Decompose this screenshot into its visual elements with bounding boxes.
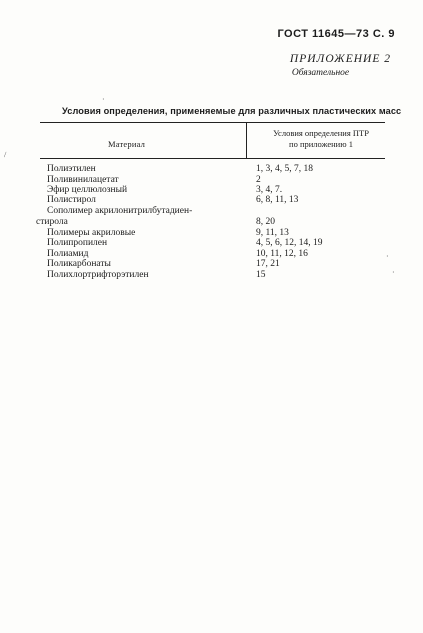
conditions-cell: 6, 8, 11, 13 <box>256 195 299 205</box>
material-cell: Поликарбонаты <box>47 259 111 269</box>
table-column-divider <box>246 122 247 158</box>
material-cell: Полиэтилен <box>47 164 96 174</box>
speck: · <box>392 268 395 277</box>
material-cell: Полистирол <box>47 195 96 205</box>
conditions-cell: 17, 21 <box>256 259 280 269</box>
table-header-rule <box>40 158 385 159</box>
column-header-conditions <box>262 128 380 150</box>
material-cell: Поливинилацетат <box>47 175 119 185</box>
appendix-block <box>290 53 391 78</box>
material-cell: Полипропилен <box>47 238 108 248</box>
material-cell: Сополимер акрилонитрилбутадиен- <box>47 206 193 216</box>
conditions-cell: 10, 11, 12, 16 <box>256 249 308 259</box>
material-cell: стирола <box>36 217 68 227</box>
appendix-status: Обязательное <box>291 68 350 78</box>
table-title: Условия определения, применяемые для различных пластических масс <box>62 106 402 116</box>
column-header-conditions-line2: по приложению 1 <box>289 139 353 149</box>
margin-mark: \ <box>1 150 9 159</box>
page-header: ГОСТ 11645—73 С. 9 <box>277 28 395 40</box>
appendix-title: ПРИЛОЖЕНИЕ 2 <box>289 53 391 65</box>
conditions-cell: 9, 11, 13 <box>256 228 289 238</box>
column-header-conditions-line1: Условия определения ПТР <box>273 128 369 138</box>
speck: · <box>386 252 389 261</box>
material-cell: Эфир целлюлозный <box>47 185 128 195</box>
conditions-cell: 1, 3, 4, 5, 7, 18 <box>256 164 313 174</box>
conditions-cell: 8, 20 <box>256 217 275 227</box>
table-top-rule <box>40 122 385 123</box>
conditions-cell: 3, 4, 7. <box>256 185 283 195</box>
column-header-material: Материал <box>108 139 146 149</box>
conditions-cell: 2 <box>256 175 261 185</box>
speck: · <box>102 95 105 104</box>
conditions-cell: 15 <box>256 270 266 280</box>
material-cell: Полихлортрифторэтилен <box>47 270 149 280</box>
material-cell: Полимеры акриловые <box>47 228 136 238</box>
conditions-cell: 4, 5, 6, 12, 14, 19 <box>256 238 323 248</box>
material-cell: Полиамид <box>47 249 89 259</box>
